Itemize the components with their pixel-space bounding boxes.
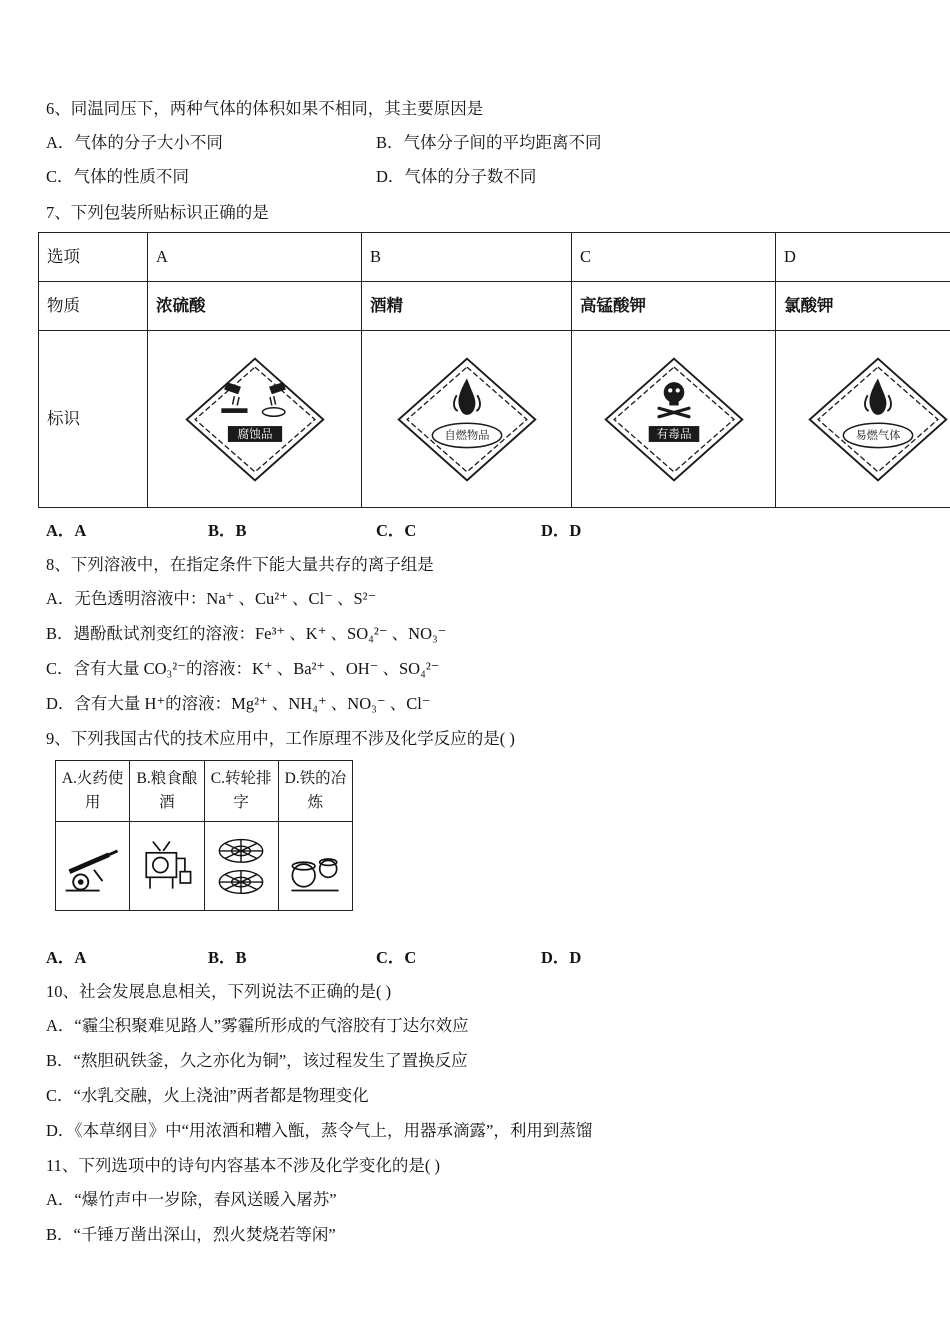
skull-pictogram: [659, 382, 689, 417]
q7-hazard-table: [38, 232, 950, 508]
q8-option-a: A．无色透明溶液中：Na⁺ 、Cu²⁺ 、Cl⁻ 、S²⁻: [46, 589, 377, 608]
q6-option-b: B．气体分子间的平均距离不同: [376, 133, 602, 152]
q11-option-b: B．“千锤万凿出深山，烈火焚烧若等闲”: [46, 1225, 336, 1244]
flame-icon: [392, 354, 542, 485]
q9-header-d: D.铁的冶炼: [278, 761, 352, 822]
q9-header-row: [56, 761, 353, 822]
flame-icon: [803, 354, 950, 485]
q9-header-a: A.火药使用: [56, 761, 130, 822]
q7-answers: [46, 520, 910, 542]
q9-image-cell-a: [56, 822, 130, 911]
q7-mark-c: [572, 331, 776, 508]
q7-header-option: 选项: [39, 233, 148, 282]
grain-wine-press-image: [134, 828, 200, 904]
q7-answer-a: A．A: [46, 521, 87, 540]
q9-answer-a: A．A: [46, 948, 87, 967]
q7-mark-d-text: 易燃气体: [855, 429, 901, 442]
q9-image-row: [56, 822, 353, 911]
q7-answer-b: B．B: [208, 521, 247, 540]
q10-option-c: C．“水乳交融，火上浇油”两者都是物理变化: [46, 1086, 369, 1105]
q7-header-c: C: [572, 233, 776, 282]
q9-answer-c: C．C: [376, 948, 417, 967]
q6-options: [46, 132, 910, 188]
iron-smelting-pots-image: [282, 828, 348, 904]
q9-answers: [46, 947, 910, 969]
q10-stem: 10、社会发展息息相关，下列说法不正确的是( ): [46, 982, 392, 1001]
q9-image-cell-b: [130, 822, 204, 911]
q7-substance-a: 浓硫酸: [148, 282, 362, 331]
q7-substance-d: 氯酸钾: [776, 282, 950, 331]
corrosive-icon: [180, 354, 330, 485]
q7-stem: 7、下列包装所贴标识正确的是: [46, 203, 269, 222]
q9-header-b: B.粮食酿酒: [130, 761, 204, 822]
q7-mark-label: 标识: [39, 331, 148, 508]
q7-header-b: B: [362, 233, 572, 282]
q7-mark-d: [776, 331, 950, 508]
q7-mark-b-text: 自燃物品: [444, 429, 489, 442]
q9-image-cell-c: [204, 822, 278, 911]
q11-option-a: A．“爆竹声中一岁除，春风送暖入屠苏”: [46, 1190, 337, 1209]
q7-substance-row: [39, 282, 950, 331]
q7-answer-d: D．D: [541, 521, 582, 540]
corrosive-pictogram: [221, 382, 286, 416]
q10-option-b: B．“熬胆矾铁釜，久之亦化为铜”，该过程发生了置换反应: [46, 1051, 468, 1070]
q9-stem: 9、下列我国古代的技术应用中，工作原理不涉及化学反应的是( ): [46, 729, 515, 748]
q8-option-b: B．遇酚酞试剂变红的溶液：Fe³⁺ 、K⁺ 、SO₄²⁻ 、NO₃⁻: [46, 624, 447, 643]
q9-tech-table: [55, 760, 353, 911]
q8-stem: 8、下列溶液中，在指定条件下能大量共存的离子组是: [46, 555, 434, 574]
q9-header-c: C.转轮排字: [204, 761, 278, 822]
q7-substance-b: 酒精: [362, 282, 572, 331]
q7-mark-b: [362, 331, 572, 508]
q7-substance-c: 高锰酸钾: [572, 282, 776, 331]
q7-header-row: [39, 233, 950, 282]
q6-option-a: A．气体的分子大小不同: [46, 133, 223, 152]
q7-mark-row: [39, 331, 950, 508]
q6-option-d: D．气体的分子数不同: [376, 167, 537, 186]
q10-option-a: A．“霾尘积聚难见路人”雾霾所形成的气溶胶有丁达尔效应: [46, 1016, 469, 1035]
q7-header-a: A: [148, 233, 362, 282]
q7-mark-a-text: 腐蚀品: [236, 427, 273, 441]
q9-image-cell-d: [278, 822, 352, 911]
q7-answer-c: C．C: [376, 521, 417, 540]
q8-option-d: D．含有大量 H⁺的溶液：Mg²⁺ 、NH₄⁺ 、NO₃⁻ 、Cl⁻: [46, 694, 431, 713]
rotary-type-wheel-image: [208, 828, 274, 904]
q7-substance-label: 物质: [39, 282, 148, 331]
q6-option-c: C．气体的性质不同: [46, 167, 190, 186]
q6-stem: 6、同温同压下，两种气体的体积如果不相同，其主要原因是: [46, 99, 484, 118]
q7-mark-a: [148, 331, 362, 508]
gunpowder-cannon-image: [60, 828, 126, 904]
flame-pictogram: [454, 378, 480, 414]
q9-answer-d: D．D: [541, 948, 582, 967]
flame-pictogram: [865, 378, 891, 414]
q8-option-c: C．含有大量 CO₃²⁻的溶液：K⁺ 、Ba²⁺ 、OH⁻ 、SO₄²⁻: [46, 659, 440, 678]
q7-mark-c-text: 有毒品: [655, 427, 692, 441]
q9-answer-b: B．B: [208, 948, 247, 967]
q11-stem: 11、下列选项中的诗句内容基本不涉及化学变化的是( ): [46, 1156, 441, 1175]
skull-icon: [599, 354, 749, 485]
q10-option-d: D．《本草纲目》中“用浓酒和糟入甑，蒸令气上，用器承滴露”，利用到蒸馏: [46, 1121, 593, 1140]
q7-header-d: D: [776, 233, 950, 282]
